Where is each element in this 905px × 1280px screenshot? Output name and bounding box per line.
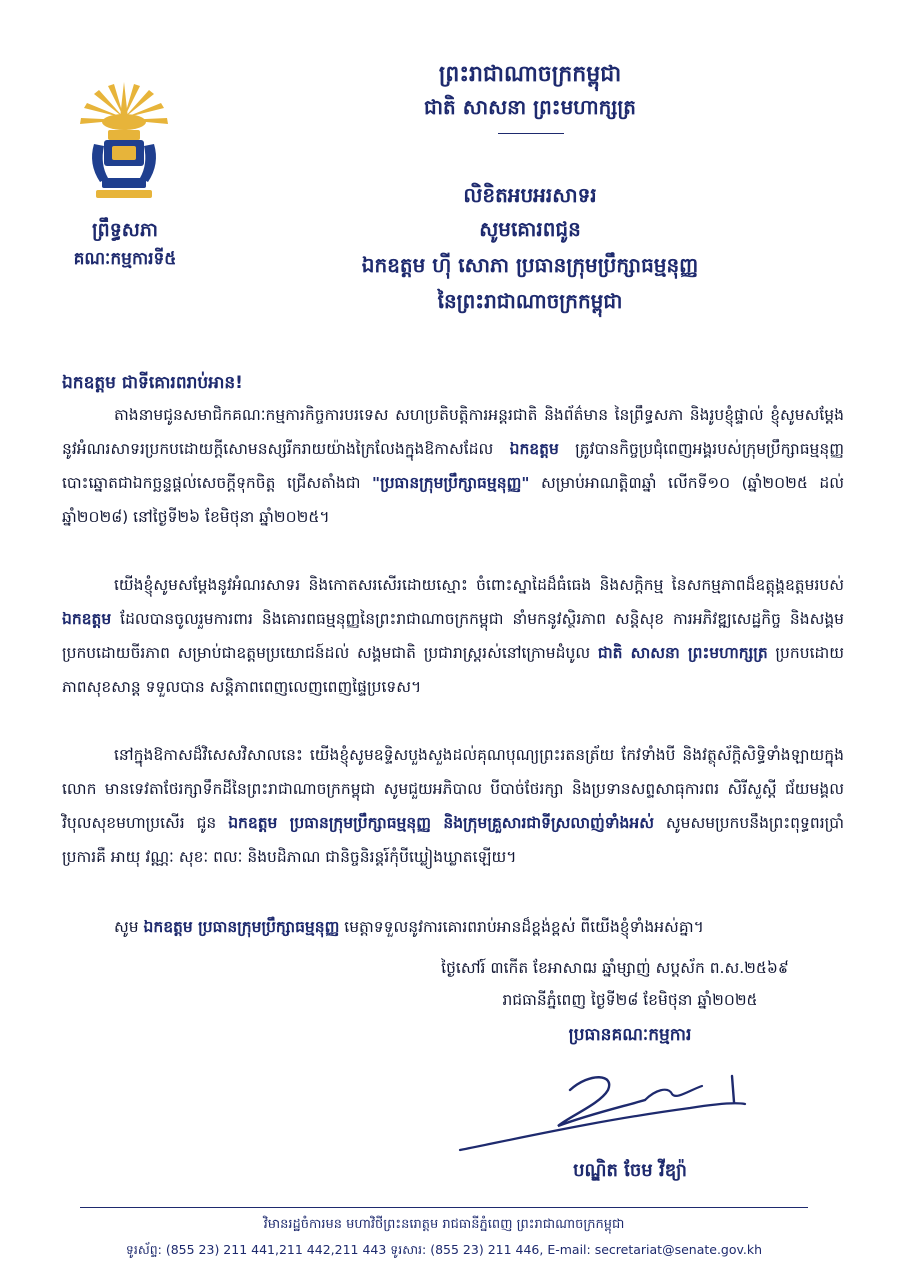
national-motto: ជាតិ សាសនា ព្រះមហាក្សត្រ bbox=[424, 95, 636, 119]
p1-text-c: ត្រូវបានកិច្ចប្រជុំពេញអង្គរបស់ក្រុមប្រឹក្សាធម្មនុញ្ញបោះឆ្នោតជាឯកច្ឆន្ទផ្ដល់សេចក្ដីទុកចិត្ត ជ្រើសតាំងជា bbox=[62, 440, 844, 492]
p3-text-c: សូមសមប្រកបនឹងព្រះពុទ្ធពរប្រាំប្រការគឺ អាយុ វណ្ណៈ សុខៈ ពលៈ និងបដិភាណ ជានិច្ចនិរន្តរ៍កុំបីឃ្លៀងឃ្លាតឡើយ។ bbox=[62, 814, 844, 866]
paragraph-3 bbox=[62, 738, 844, 874]
p1-text-e: សម្រាប់អាណត្តិ៣ឆ្នាំ លើកទី១០ (ឆ្នាំ២០២៥ ដល់ ឆ្នាំ២០២៨) នៅថ្ងៃទី២៦ ខែមិថុនា ឆ្នាំ២០២៥។ bbox=[62, 474, 844, 526]
p2-text-a: យើងខ្ញុំសូមសម្ដែងនូវអំណរសាទរ និងកោតសរសើរដោយស្មោះ ចំពោះស្នាដៃដ៏ធំធេង និងសក្ដិកម្ម នៃសកម្មភាពដ៏ឧត្ដុង្គឧត្ដមរបស់ bbox=[114, 576, 844, 594]
paragraph-1 bbox=[62, 398, 844, 534]
paragraph-4 bbox=[62, 910, 844, 944]
p3-text-b: ឯកឧត្តម ប្រធានក្រុមប្រឹក្សាធម្មនុញ្ញ និងក្រុមគ្រួសារជាទីស្រលាញ់ទាំងអស់ bbox=[228, 814, 654, 832]
recipient-line: ឯកឧត្តម ហ៊ី សោភា ប្រធានក្រុមប្រឹក្សាធម្មនុញ្ញ bbox=[361, 253, 699, 277]
letter-type-heading: លិខិតអបអរសាទរ bbox=[463, 183, 597, 207]
kingdom-title: ព្រះរាជាណាចក្រកម្ពុជា bbox=[438, 62, 622, 87]
handwritten-signature bbox=[440, 1060, 760, 1160]
header-divider bbox=[498, 133, 564, 134]
paragraph-2 bbox=[62, 568, 844, 704]
place-and-date: រាជធានីភ្នំពេញ ថ្ងៃទី២៨ ខែមិថុនា ឆ្នាំ២០២៥ bbox=[502, 991, 758, 1009]
recipient-country-line: នៃព្រះរាជាណាចក្រកម្ពុជា bbox=[437, 289, 623, 313]
p1-text-d: "ប្រធានក្រុមប្រឹក្សាធម្មនុញ្ញ" bbox=[372, 474, 530, 492]
footer-address: វិមានរដ្ឋចំការមន មហាវិថីព្រះនរោត្តម រាជធានីភ្នំពេញ ព្រះរាជាណាចក្រកម្ពុជា bbox=[263, 1217, 625, 1232]
org-name-senate: ព្រឹទ្ធសភា bbox=[92, 219, 158, 241]
p2-text-d: ជាតិ សាសនា ព្រះមហាក្សត្រ bbox=[597, 644, 768, 662]
p1-text-b: ឯកឧត្តម bbox=[509, 440, 559, 458]
org-name-commission: គណៈកម្មការទី៥ bbox=[73, 249, 177, 269]
p2-text-b: ឯកឧត្តម bbox=[62, 610, 112, 628]
footer-contact: ទូរស័ព្ទ: (855 23) 211 441,211 442,211 443 ទូរសារ: (855 23) 211 446, E-mail: secretariat@senate.gov.kh bbox=[125, 1242, 763, 1257]
signer-name: បណ្ឌិត ចែម វីឌ្យ៉ា bbox=[573, 1160, 687, 1181]
footer-divider bbox=[80, 1207, 808, 1208]
p2-text-e: ប្រកបដោយភាពសុខសាន្ត ទទួលបាន សន្តិភាពពេញលេញពេញផ្ទៃប្រទេស។ bbox=[62, 644, 845, 696]
p1-text-a: តាងនាមជូនសមាជិកគណៈកម្មការកិច្ចការបរទេស សហប្រតិបត្តិការអន្តរជាតិ និងព័ត៌មាន នៃព្រឹទ្ធសភា និងរូបខ្ញុំផ្ទាល់ ខ្ញុំសូមសម្ដែងនូវអំណរសាទរប្រកបដោយក្ដីសោមនស្សរីករាយយ៉ាងក្រៃលែងក្នុងឱកាសដែល bbox=[62, 406, 844, 458]
lunar-date: ថ្ងៃសៅរ៍ ៣កើត ខែអាសាឍ ឆ្នាំម្សាញ់ សប្តស័ក ព.ស.២៥៦៩ bbox=[441, 959, 789, 977]
p4-text-b: ឯកឧត្តម ប្រធានក្រុមប្រឹក្សាធម្មនុញ្ញ bbox=[143, 918, 340, 936]
p4-text-c: មេត្តាទទួលនូវការគោរពរាប់អានដ៏ខ្ពង់ខ្ពស់ ពីយើងខ្ញុំទាំងអស់គ្នា។ bbox=[339, 918, 704, 936]
p2-text-c: ដែលបានចូលរួមការពារ និងគោរពធម្មនុញ្ញនៃព្រះរាជាណាចក្រកម្ពុជា នាំមកនូវស្ថិរភាព សន្តិសុខ ការអភិវឌ្ឍសេដ្ឋកិច្ច និងសង្គមប្រកបដោយចីរភាព សម្រាប់ជាឧត្តមប្រយោជន៍ដល់ សង្គមជាតិ ប្រជារាស្ដ្ររស់នៅក្រោមដំបូល bbox=[62, 610, 844, 662]
p4-text-a: សូម bbox=[114, 918, 144, 936]
signer-title: ប្រធានគណៈកម្មការ bbox=[568, 1025, 692, 1045]
salutation: ឯកឧត្តម ជាទីគោរពរាប់អាន! bbox=[62, 373, 243, 393]
respect-line: សូមគោរពជូន bbox=[479, 217, 581, 241]
p3-text-a: នៅក្នុងឱកាសដ៏វិសេសវិសាលនេះ យើងខ្ញុំសូមឧទ្ទិសបួងសួងដល់គុណបុណ្យព្រះរតនត្រ័យ កែវទាំងបី និងវត្ថុស័ក្តិសិទ្ធិទាំងឡាយក្នុងលោក មានទេវតាថែរក្សាទឹកដីនៃព្រះរាជាណាចក្រកម្ពុជា សូមជួយអភិបាល បីបាច់ថែរក្សា និងប្រទានសព្ទសាធុការពរ សិរីសួស្ដី ជ័យមង្គល វិបុលសុខមហាប្រសើរ ជូន bbox=[62, 746, 844, 832]
senate-emblem-logo bbox=[78, 78, 170, 206]
